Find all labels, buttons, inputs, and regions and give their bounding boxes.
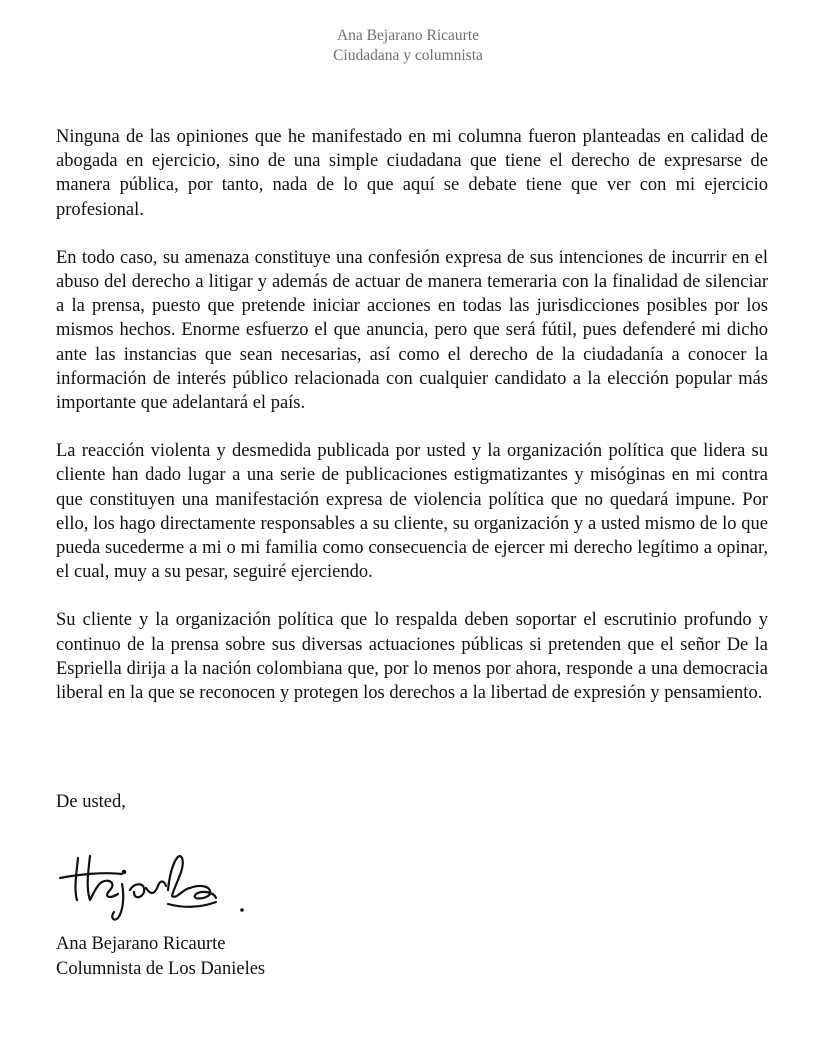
letterhead-role: Ciudadana y columnista	[333, 47, 483, 64]
paragraph-4: Su cliente y la organización política que lo respalda deben soportar el escrutinio profundo y continuo de la prensa sobre sus diversas actuaciones públicas si pretenden que el señor De la Espriella dirija a la nación colombiana que, por lo menos por ahora, responde a una democracia liberal en la que se reconocen y protegen los derechos a la libertad de expresión y pensamiento.	[56, 610, 768, 704]
signer-title: Columnista de Los Danieles	[56, 959, 266, 979]
signature-icon	[50, 828, 250, 928]
closing-salutation: De usted,	[56, 792, 126, 812]
signer-name: Ana Bejarano Ricaurte	[56, 934, 226, 954]
paragraph-1: Ninguna de las opiniones que he manifestado en mi columna fueron planteadas en calidad de abogada en ejercicio, sino de una simple ciudadana que tiene el derecho de expresarse de manera pública, por tanto, nada de lo que aquí se debate tiene que ver con mi ejercicio profesional.	[56, 127, 768, 220]
signer-block	[56, 932, 265, 982]
letterhead	[0, 26, 816, 66]
letterhead-name: Ana Bejarano Ricaurte	[336, 27, 480, 44]
paragraph-2: En todo caso, su amenaza constituye una confesión expresa de sus intenciones de incurrir en el abuso del derecho a litigar y además de actuar de manera temeraria con la finalidad de silenciar a la prensa, puesto que pretende iniciar acciones en todas las jurisdicciones posibles por los mismos hechos. Enorme esfuerzo el que anuncia, pero que será fútil, pues defenderé mi dicho ante las instancias que sean necesarias, así como el derecho de la ciudadanía a conocer la información de interés público relacionada con cualquier candidato a la elección popular más importante que adelantará el país.	[56, 247, 768, 414]
paragraph-3: La reacción violenta y desmedida publicada por usted y la organización política que lidera su cliente han dado lugar a una serie de publicaciones estigmatizantes y misóginas en mi contra que constituyen una manifestación expresa de violencia política que no quedará impune. Por ello, los hago directamente responsables a su cliente, su organización y a usted mismo de lo que pueda sucederme a mi o mi familia como consecuencia de ejercer mi derecho legítimo a opinar, el cual, muy a su pesar, seguiré ejerciendo.	[56, 441, 768, 583]
letter-body	[56, 125, 768, 729]
